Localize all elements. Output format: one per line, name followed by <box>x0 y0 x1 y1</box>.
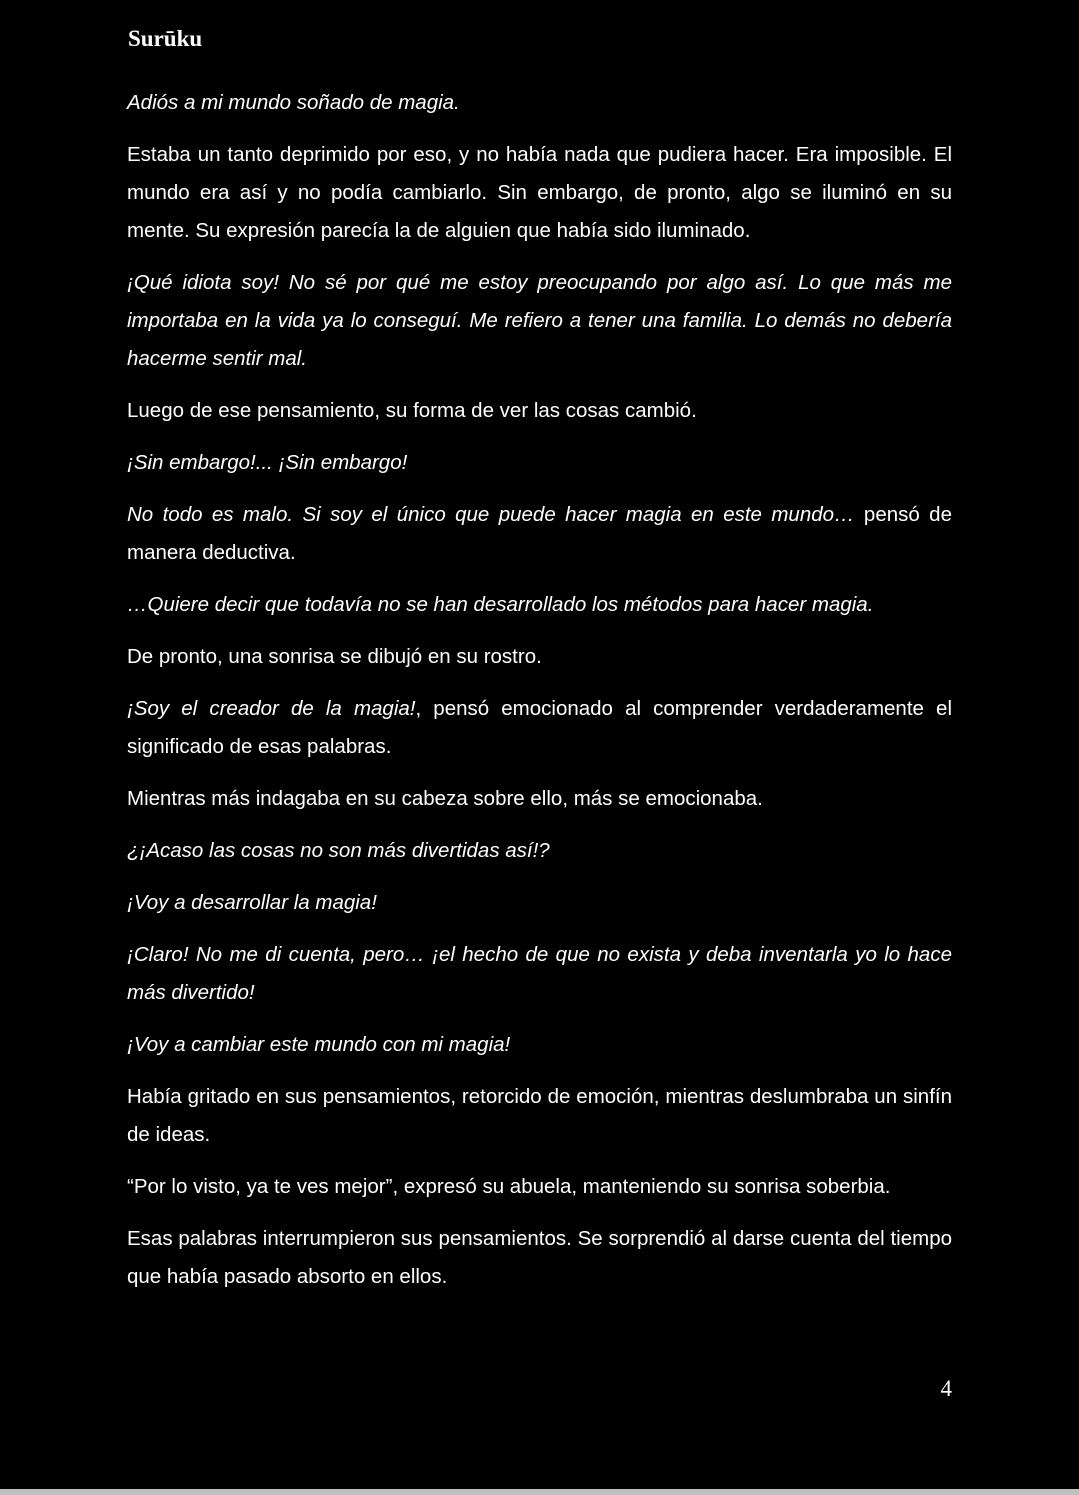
inner-thought: ¡Voy a cambiar este mundo con mi magia! <box>127 1033 511 1056</box>
paragraph <box>127 586 952 624</box>
narration: pensó de manera deductiva. <box>127 503 952 564</box>
narration: Luego de ese pensamiento, su forma de ver las cosas cambió. <box>127 399 697 422</box>
page-number: 4 <box>940 1376 952 1401</box>
paragraph <box>127 84 952 122</box>
inner-thought: …Quiere decir que todavía no se han desarrollado los métodos para hacer magia. <box>127 593 874 616</box>
paragraph <box>127 392 952 430</box>
dialogue: “Por lo visto, ya te ves mejor”, expresó su abuela, manteniendo su sonrisa soberbia. <box>127 1175 891 1198</box>
paragraph <box>127 884 952 922</box>
paragraph <box>127 264 952 378</box>
narration: Había gritado en sus pensamientos, retorcido de emoción, mientras deslumbraba un sinfín de ideas. <box>127 1085 952 1146</box>
inner-thought: ¿¡Acaso las cosas no son más divertidas así!? <box>127 839 550 862</box>
narration: Estaba un tanto deprimido por eso, y no había nada que pudiera hacer. Era imposible. El mundo era así y no podía cambiarlo. Sin embargo, de pronto, algo se iluminó en su mente. Su expresión parecía la de alguien que había sido iluminado. <box>127 143 952 242</box>
narration: Mientras más indagaba en su cabeza sobre ello, más se emocionaba. <box>127 787 763 810</box>
inner-thought: ¡Soy el creador de la magia! <box>127 697 416 720</box>
inner-thought: ¡Claro! No me di cuenta, pero… ¡el hecho de que no exista y deba inventarla yo lo hace más divertido! <box>127 943 952 1004</box>
paragraph <box>127 136 952 250</box>
paragraph <box>127 780 952 818</box>
paragraph <box>127 1026 952 1064</box>
inner-thought: No todo es malo. Si soy el único que puede hacer magia en este mundo… <box>127 503 855 526</box>
body-text <box>127 84 952 1310</box>
inner-thought: Adiós a mi mundo soñado de magia. <box>127 91 460 114</box>
paragraph <box>127 832 952 870</box>
paragraph <box>127 444 952 482</box>
inner-thought: ¡Sin embargo!... ¡Sin embargo! <box>127 451 408 474</box>
paragraph <box>127 496 952 572</box>
paragraph <box>127 1220 952 1296</box>
paragraph <box>127 1168 952 1206</box>
paragraph <box>127 690 952 766</box>
inner-thought: ¡Qué idiota soy! No sé por qué me estoy preocupando por algo así. Lo que más me importaba en la vida ya lo conseguí. Me refiero a tener una familia. Lo demás no debería hacerme sentir mal. <box>127 271 952 370</box>
paragraph <box>127 1078 952 1154</box>
page-bottom-edge <box>0 1489 1079 1495</box>
paragraph <box>127 638 952 676</box>
narration: Esas palabras interrumpieron sus pensamientos. Se sorprendió al darse cuenta del tiempo que había pasado absorto en ellos. <box>127 1227 952 1288</box>
narration: , pensó emocionado al comprender verdaderamente el significado de esas palabras. <box>127 697 952 758</box>
paragraph <box>127 936 952 1012</box>
running-header: Surūku <box>128 26 203 51</box>
narration: De pronto, una sonrisa se dibujó en su rostro. <box>127 645 542 668</box>
inner-thought: ¡Voy a desarrollar la magia! <box>127 891 377 914</box>
